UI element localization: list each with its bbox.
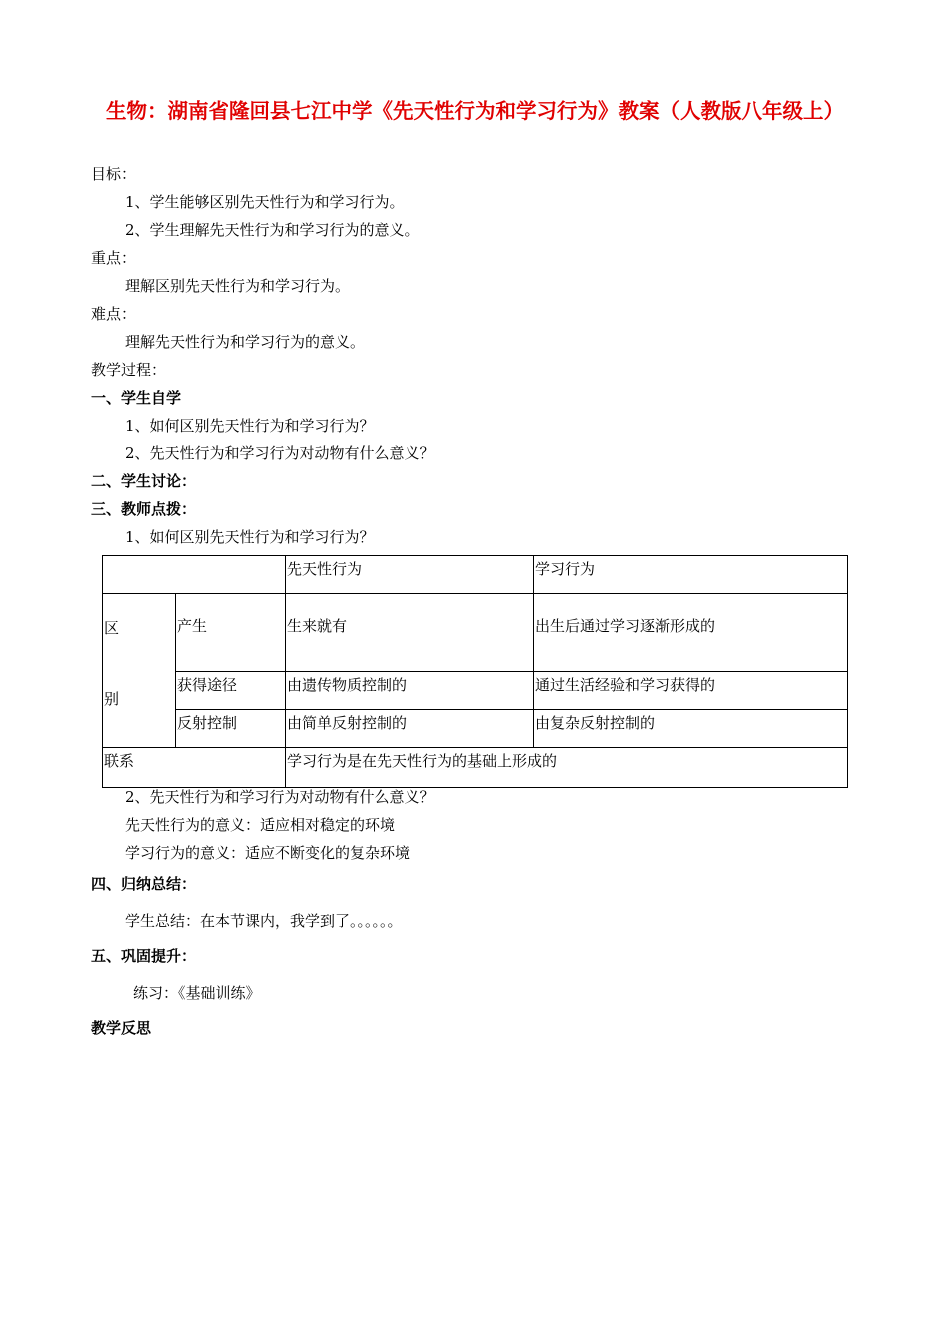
table-cell: 通过生活经验和学习获得的: [534, 671, 848, 709]
section-heading: 二、学生讨论：: [91, 472, 197, 490]
table-cell: 获得途径: [176, 671, 286, 709]
objective-item: 2、学生理解先天性行为和学习行为的意义。: [125, 221, 420, 239]
table-cell: 由遗传物质控制的: [286, 671, 534, 709]
table-cell: 出生后通过学习逐渐形成的: [534, 594, 848, 672]
summary-text: 学生总结：在本节课内，我学到了。。。。。。: [125, 912, 403, 930]
objective-item: 1、学生能够区别先天性行为和学习行为。: [125, 193, 405, 211]
reflection-heading: 教学反思: [91, 1019, 152, 1037]
comparison-table: [102, 555, 848, 788]
group-label-cell: [103, 594, 176, 748]
table-header-cell: 学习行为: [534, 556, 848, 594]
practice-text: 练习：《基础训练》: [133, 984, 261, 1002]
meaning-line: 先天性行为的意义：适应相对稳定的环境: [125, 816, 396, 834]
key-point-label: 重点：: [91, 249, 137, 267]
objectives-label: 目标：: [91, 165, 137, 183]
table-cell: [103, 556, 286, 594]
table-cell: 由简单反射控制的: [286, 709, 534, 747]
page-title: 生物：湖南省隆回县七江中学《先天性行为和学习行为》教案（人教版八年级上）: [106, 99, 844, 123]
question-item: 1、如何区别先天性行为和学习行为？: [125, 417, 375, 435]
table-row: [103, 748, 848, 788]
table-cell: 联系: [103, 748, 286, 788]
difficulty-label: 难点：: [91, 305, 137, 323]
section-heading: 四、归纳总结：: [91, 875, 197, 893]
meaning-line: 学习行为的意义：适应不断变化的复杂环境: [125, 844, 411, 862]
table-cell: 由复杂反射控制的: [534, 709, 848, 747]
section-heading: 三、教师点拨：: [91, 500, 197, 518]
table-row: [103, 556, 848, 594]
table-cell: 产生: [176, 594, 286, 672]
table-row: [103, 709, 848, 747]
section-heading: 五、巩固提升：: [91, 947, 197, 965]
process-label: 教学过程：: [91, 361, 167, 379]
table-cell: 学习行为是在先天性行为的基础上形成的: [286, 748, 848, 788]
table-row: [103, 671, 848, 709]
difficulty-text: 理解先天性行为和学习行为的意义。: [125, 333, 366, 351]
table-header-cell: 先天性行为: [286, 556, 534, 594]
question-item: 1、如何区别先天性行为和学习行为？: [125, 528, 375, 546]
key-point-text: 理解区别先天性行为和学习行为。: [125, 277, 351, 295]
section-heading: 一、学生自学: [91, 389, 182, 407]
table-row: [103, 594, 848, 672]
question-item: 2、先天性行为和学习行为对动物有什么意义？: [125, 788, 435, 806]
group-label: 区: [104, 619, 120, 637]
table-cell: 生来就有: [286, 594, 534, 672]
table-cell: 反射控制: [176, 709, 286, 747]
group-label: 别: [104, 690, 120, 708]
question-item: 2、先天性行为和学习行为对动物有什么意义？: [125, 444, 435, 462]
